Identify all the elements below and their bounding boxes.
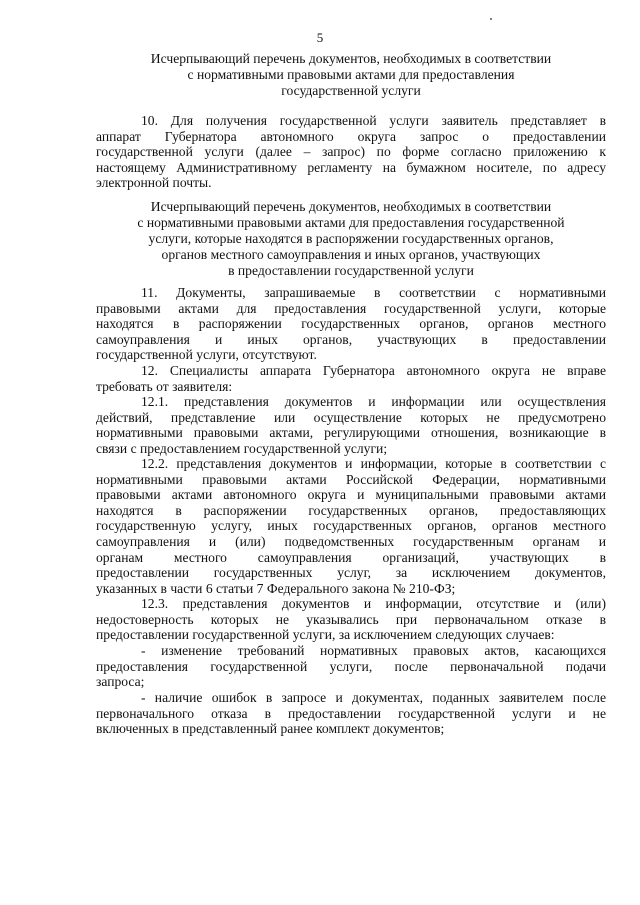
- heading-line: услуги, которые находятся в распоряжении государственных органов,: [148, 231, 554, 246]
- paragraph-line: правовыми актами для предоставления государственной услуги, которые: [96, 300, 606, 316]
- paragraph-line: 12. Специалисты аппарата Губернатора автономного округа не вправе: [141, 363, 606, 378]
- paragraph-line: правовыми актами автономного округа и муниципальными правовыми актами: [96, 487, 606, 503]
- paragraph-line: органам местного самоуправления организаций, участвующих в: [96, 549, 606, 565]
- scan-speck: [490, 18, 492, 20]
- heading-line: с нормативными правовыми актами для предоставления: [187, 67, 515, 82]
- paragraph-line: предоставления государственной услуги, после первоначальной подачи: [96, 658, 606, 674]
- paragraph-line: 12.2. представления документов и информации, которые в соответствии с: [141, 456, 606, 471]
- paragraph-12-2: [96, 456, 606, 596]
- paragraph-line: 10. Для получения государственной услуги заявитель представляет в: [141, 113, 606, 128]
- paragraph-line: находятся в распоряжении государственных органов, органов местного: [96, 316, 606, 332]
- paragraph-line: аппарат Губернатора автономного округа запрос о предоставлении: [96, 128, 606, 144]
- paragraph-10: [96, 113, 606, 191]
- paragraph-line: 12.1. представления документов и информации или осуществления: [141, 394, 606, 409]
- heading-line: Исчерпывающий перечень документов, необходимых в соответствии: [150, 199, 552, 214]
- paragraph-line: электронной почты.: [96, 175, 212, 191]
- paragraph-12-1: [96, 394, 606, 456]
- paragraph-line: самоуправления и иных органов, участвующих в предоставлении: [96, 331, 606, 347]
- paragraph-line: недостоверность которых не указывались при первоначальном отказе в: [96, 611, 606, 627]
- paragraph-line: действий, представление или осуществление которых не предусмотрено: [96, 409, 606, 425]
- heading-line: органов местного самоуправления и иных органов, участвующих: [161, 247, 541, 262]
- paragraph-line: самоуправления и (или) подведомственных государственным органам и: [96, 533, 606, 549]
- paragraph-line: государственную услугу, иных государственных органов, органов местного: [96, 518, 606, 534]
- paragraph-11: [96, 285, 606, 363]
- list-item-bullet-2: [96, 690, 606, 737]
- paragraph-12-3: [96, 596, 606, 643]
- paragraph-line: первоначального отказа в предоставлении государственной услуги и не: [96, 705, 606, 721]
- paragraph-line: государственной услуги, отсутствуют.: [96, 347, 317, 363]
- page-number: 5: [316, 30, 324, 45]
- heading-line: в предоставлении государственной услуги: [228, 263, 474, 278]
- paragraph-line: нормативными правовыми актами, регулирующими отношения, возникающие в: [96, 425, 606, 441]
- paragraph-line: запроса;: [96, 674, 145, 690]
- paragraph-line: 12.3. представления документов и информации, отсутствие и (или): [141, 596, 606, 611]
- paragraph-line: настоящему Административному регламенту на бумажном носителе, по адресу: [96, 159, 606, 175]
- paragraph-line: государственной услуги (далее – запрос) по форме согласно приложению к: [96, 144, 606, 160]
- paragraph-line: 11. Документы, запрашиваемые в соответствии с нормативными: [141, 285, 606, 300]
- paragraph-line: указанных в части 6 статьи 7 Федерального закона № 210-ФЗ;: [96, 580, 456, 596]
- section-heading-documents: [96, 51, 606, 99]
- paragraph-line: требовать от заявителя:: [96, 378, 233, 394]
- paragraph-line: предоставлении государственной услуги, за исключением следующих случаев:: [96, 627, 555, 643]
- paragraph-line: предоставлении государственных услуг, за исключением документов,: [96, 565, 606, 581]
- list-item-bullet-1: [96, 643, 606, 690]
- paragraph-line: находятся в распоряжении государственных органов, предоставляющих: [96, 502, 606, 518]
- paragraph-line: связи с предоставлением государственной услуги;: [96, 440, 388, 456]
- paragraph-line: - изменение требований нормативных правовых актов, касающихся: [141, 643, 606, 658]
- paragraph-12: [96, 363, 606, 394]
- paragraph-line: нормативными правовыми актами Российской Федерации, нормативными: [96, 471, 606, 487]
- heading-line: с нормативными правовыми актами для предоставления государственной: [137, 215, 565, 230]
- heading-line: Исчерпывающий перечень документов, необходимых в соответствии: [150, 51, 552, 66]
- section-heading-interagency-documents: [96, 199, 606, 279]
- heading-line: государственной услуги: [281, 83, 421, 98]
- paragraph-line: - наличие ошибок в запросе и документах, поданных заявителем после: [141, 690, 606, 705]
- paragraph-line: включенных в представленный ранее комплект документов;: [96, 721, 445, 737]
